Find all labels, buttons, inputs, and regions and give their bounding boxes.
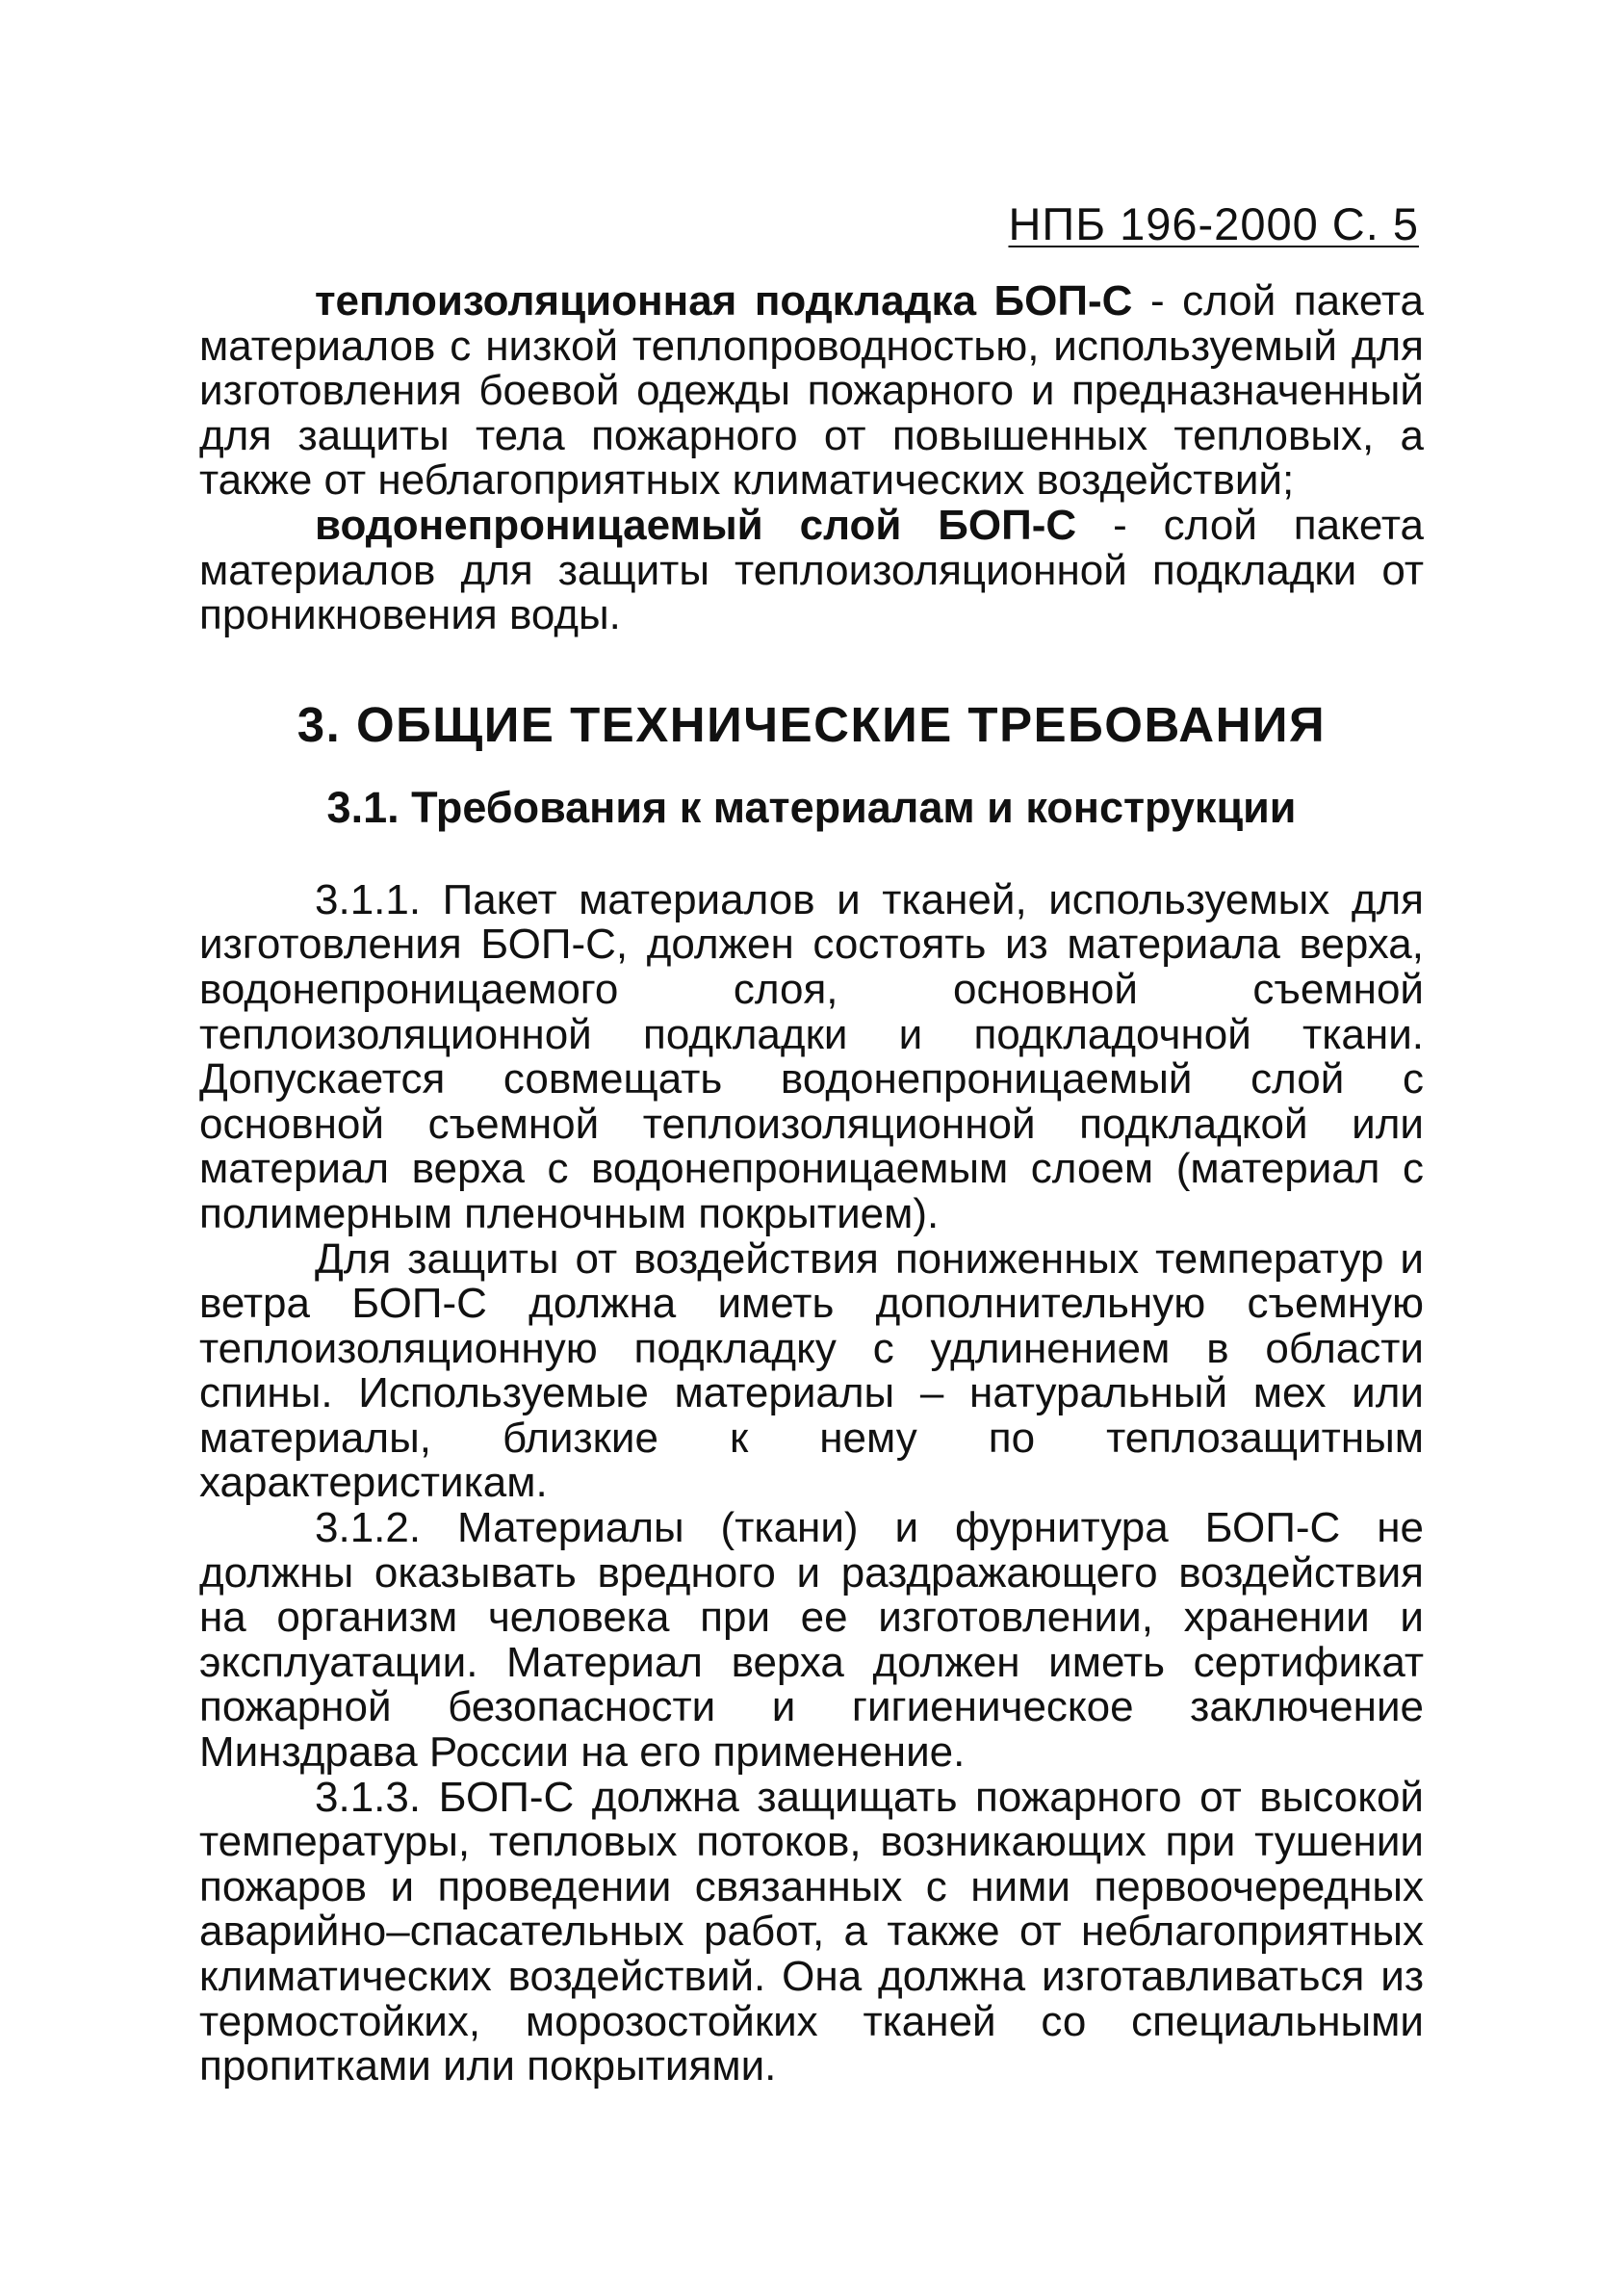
page-content: [199, 279, 1424, 2090]
definition-paragraph: [199, 279, 1424, 504]
body-paragraph: 3.1.1. Пакет материалов и тканей, используемых для изготовления БОП-С, должен состоять из материала верха, водонепроницаемого слоя, основной съемной теплоизоляционной подкладки и подкладочной ткани. Допускается совмещать водонепроницаемый слой с основной съемной теплоизоляционной подкладкой или материал верха с водонепроницаемым слоем (материал с полимерным пленочным покрытием).: [199, 875, 1424, 1237]
section-title: 3. ОБЩИЕ ТЕХНИЧЕСКИЕ ТРЕБОВАНИЯ: [296, 696, 1327, 752]
section-body: [199, 875, 1424, 2090]
body-paragraph: Для защиты от воздействия пониженных температур и ветра БОП-С должна иметь дополнительную съемную теплоизоляционную подкладку с удлинением в области спины. Используемые материалы – натуральный мех или материалы, близкие к нему по теплозащитным характеристикам.: [199, 1234, 1424, 1507]
body-paragraph: 3.1.2. Материалы (ткани) и фурнитура БОП-С не должны оказывать вредного и раздражающего воздействия на организм человека при ее изготовлении, хранении и эксплуатации. Материал верха должен иметь сертификат пожарной безопасности и гигиеническое заключение Минздрава России на его применение.: [199, 1504, 1424, 1777]
definition-term: теплоизоляционная подкладка БОП-С: [315, 277, 1133, 325]
body-paragraph: 3.1.3. БОП-С должна защищать пожарного от высокой температуры, тепловых потоков, возникающих при тушении пожаров и проведении связанных с ними первоочередных аварийно–спасательных работ, а также от неблагоприятных климатических воздействий. Она должна изготавливаться из термостойких, морозостойких тканей со специальными пропитками или покрытиями.: [199, 1773, 1424, 2090]
running-head: НПБ 196-2000 С. 5: [1008, 198, 1419, 249]
definition-text: - слой пакета материалов с низкой теплопроводностью, используемый для изготовления боевой одежды пожарного и предназначенный для защиты тела пожарного от повышенных тепловых, а также от неблагоприятных климатических воздействий;: [199, 277, 1424, 505]
subsection-title: 3.1. Требования к материалам и конструкции: [326, 782, 1297, 832]
definition-text: - слой пакета материалов для защиты теплоизоляционной подкладки от проникновения воды.: [199, 501, 1424, 639]
definition-term: водонепроницаемый слой БОП-С: [315, 501, 1077, 549]
definition-paragraph: [199, 501, 1424, 639]
